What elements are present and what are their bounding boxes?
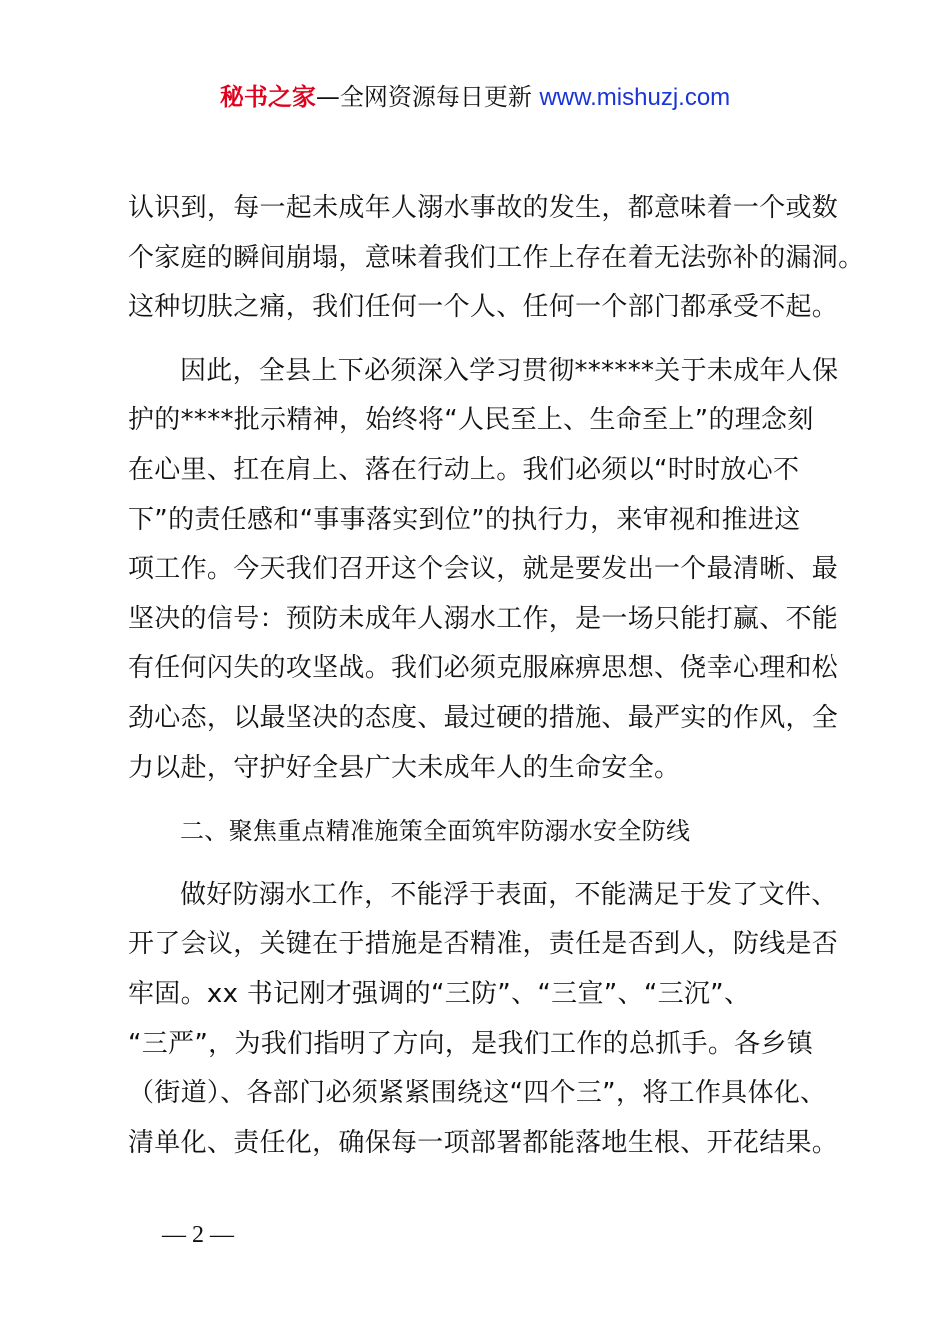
text-line: 这种切肤之痛，我们任何一个人、任何一个部门都承受不起。 bbox=[128, 292, 839, 323]
paragraph-continuation bbox=[128, 184, 865, 333]
text-line: 劲心态，以最坚决的态度、最过硬的措施、最严实的作风，全 bbox=[128, 702, 839, 733]
text-line: 开了会议，关键在于措施是否精准，责任是否到人，防线是否 bbox=[128, 929, 839, 960]
text-line: 力以赴，守护好全县广大未成年人的生命安全。 bbox=[128, 752, 681, 783]
site-url-link[interactable]: www.mishuzj.com bbox=[539, 84, 731, 111]
site-header bbox=[0, 80, 950, 115]
paragraph-measures bbox=[128, 871, 838, 1169]
section-heading bbox=[128, 807, 838, 857]
text-line: 因此，全县上下必须深入学习贯彻******关于未成年人保 bbox=[180, 355, 839, 386]
text-line: 清单化、责任化，确保每一项部署都能落地生根、开花结果。 bbox=[128, 1127, 839, 1158]
page-number: — 2 — bbox=[162, 1222, 234, 1248]
paragraph-therefore bbox=[128, 347, 838, 793]
document-body bbox=[128, 184, 865, 1168]
header-tagline: —全网资源每日更新 bbox=[315, 83, 532, 111]
brand-name: 秘书之家 bbox=[219, 83, 316, 111]
text-line: 项工作。今天我们召开这个会议，就是要发出一个最清晰、最 bbox=[128, 554, 839, 585]
text-line: （街道）、各部门必须紧紧围绕这“四个三”，将工作具体化、 bbox=[128, 1078, 827, 1109]
text-line: 坚决的信号：预防未成年人溺水工作，是一场只能打赢、不能 bbox=[128, 603, 839, 634]
text-line: 个家庭的瞬间崩塌，意味着我们工作上存在着无法弥补的漏洞。 bbox=[128, 242, 865, 273]
text-line: 做好防溺水工作，不能浮于表面，不能满足于发了文件、 bbox=[180, 879, 838, 910]
text-line: 牢固。xx 书记刚才强调的“三防”、“三宣”、“三沉”、 bbox=[128, 978, 751, 1009]
text-line: “三严”，为我们指明了方向，是我们工作的总抓手。各乡镇 bbox=[128, 1028, 814, 1059]
text-line: 在心里、扛在肩上、落在行动上。我们必须以“时时放心不 bbox=[128, 454, 800, 485]
text-line: 下”的责任感和“事事落实到位”的执行力，来审视和推进这 bbox=[128, 504, 801, 535]
section-heading-text: 二、聚焦重点精准施策全面筑牢防溺水安全防线 bbox=[180, 817, 691, 846]
text-line: 认识到，每一起未成年人溺水事故的发生，都意味着一个或数 bbox=[128, 193, 839, 223]
text-line: 护的****批示精神，始终将“人民至上、生命至上”的理念刻 bbox=[128, 405, 814, 436]
text-line: 有任何闪失的攻坚战。我们必须克服麻痹思想、侥幸心理和松 bbox=[128, 653, 839, 684]
